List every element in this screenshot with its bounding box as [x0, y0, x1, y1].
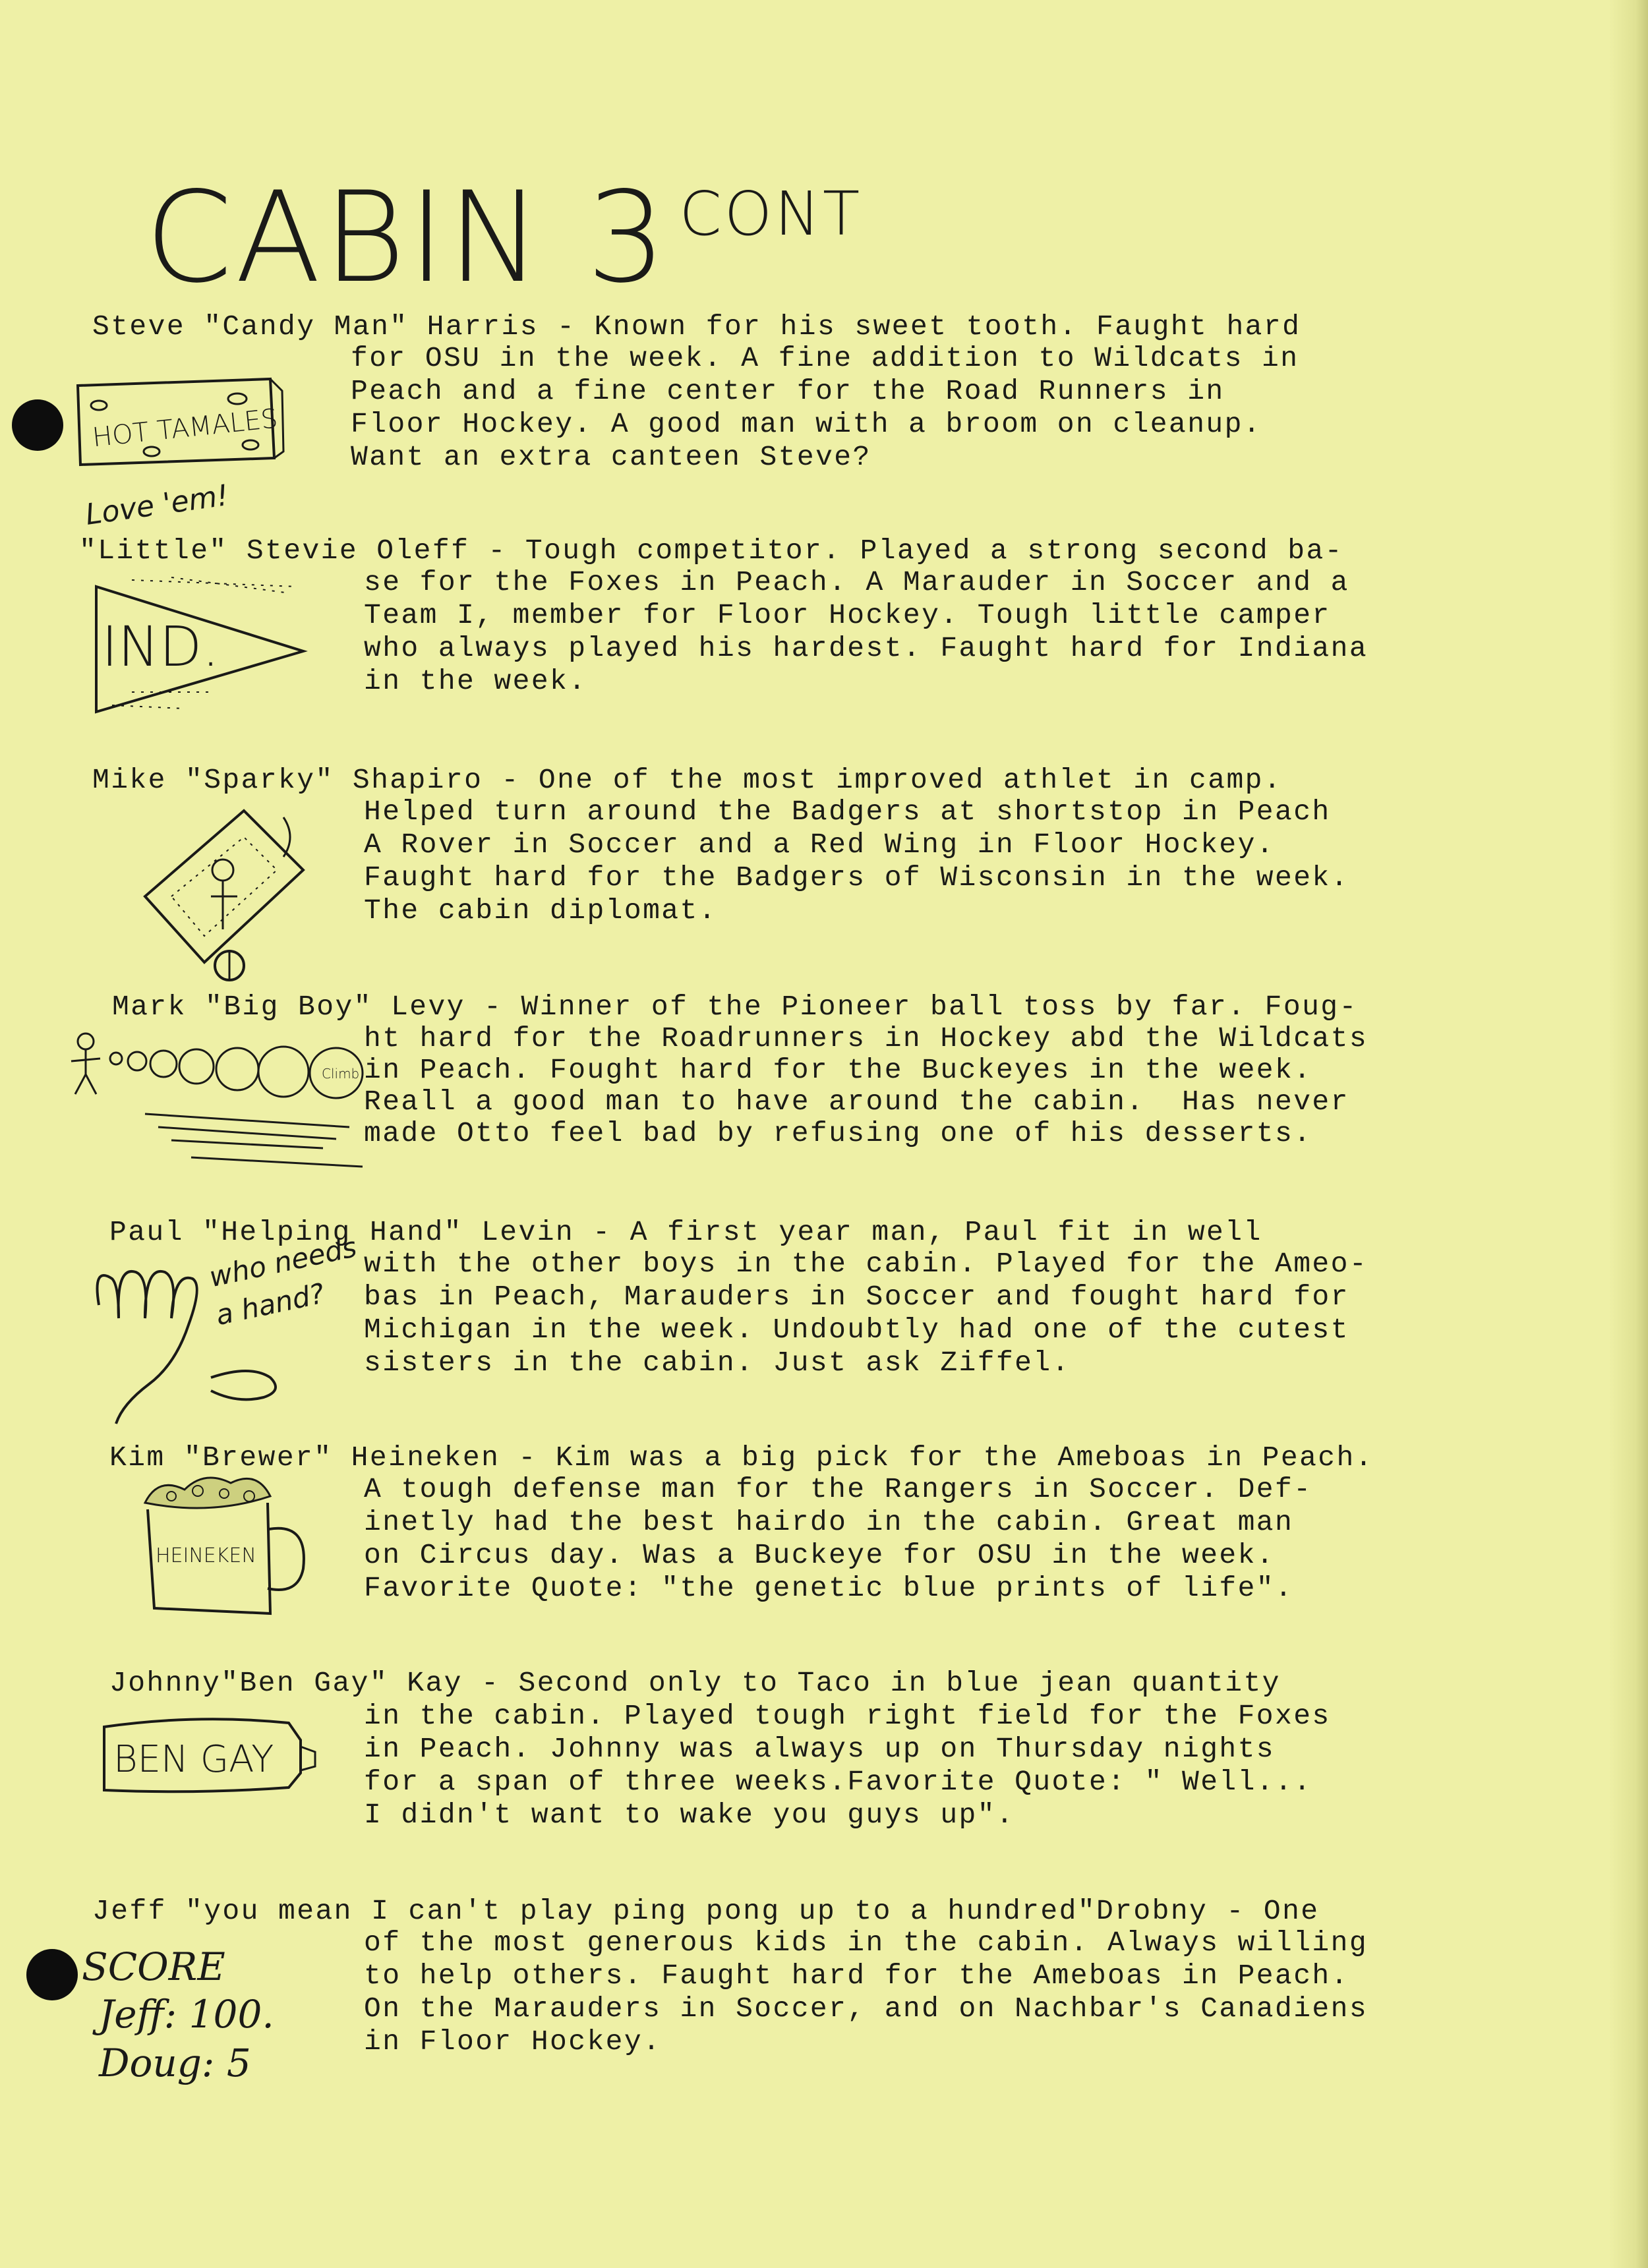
entry-line: Michigan in the week. Undoubtly had one of the cutest — [364, 1314, 1349, 1346]
baseball-field-doodle — [132, 798, 316, 992]
entry-name-line: Kim "Brewer" Heineken - Kim was a big pick for the Ameboas in Peach. — [109, 1441, 1374, 1474]
entry-name-line: Jeff "you mean I can't play ping pong up to a hundred"Drobny - One — [92, 1895, 1320, 1927]
entry-line: A Rover in Soccer and a Red Wing in Floor Hockey. — [364, 829, 1276, 861]
entry-line: bas in Peach, Marauders in Soccer and fought hard for — [364, 1281, 1349, 1313]
beer-mug-icon — [138, 1476, 310, 1628]
entry-line: ht hard for the Roadrunners in Hockey abd the Wildcats — [364, 1022, 1368, 1055]
entry-line: in the week. — [364, 665, 587, 697]
entry-line: Floor Hockey. A good man with a broom on cleanup. — [351, 408, 1262, 440]
entry-line: sisters in the cabin. Just ask Ziffel. — [364, 1347, 1071, 1379]
hot-tamales-doodle — [73, 372, 290, 534]
hot-tamales-caption: Love 'em! — [83, 479, 231, 532]
hot-tamales-text: HOT TAMALES — [90, 403, 280, 453]
score-heading: SCORE — [82, 1944, 225, 1989]
entry-line: Reall a good man to have around the cabin. Has never — [364, 1086, 1349, 1118]
pennant-doodle — [92, 573, 310, 735]
ben-gay-doodle — [99, 1714, 323, 1809]
entry-line: in Peach. Fought hard for the Buckeyes in the week. — [364, 1054, 1312, 1086]
entry-line: Favorite Quote: "the genetic blue prints of life". — [364, 1572, 1294, 1604]
hand-caption-1: who needs — [206, 1231, 360, 1294]
entry-line: Helped turn around the Badgers at shortstop in Peach — [364, 796, 1331, 828]
entry-line: made Otto feel bad by refusing one of his desserts. — [364, 1117, 1312, 1149]
hand-caption-2: a hand? — [212, 1277, 328, 1332]
ball-toss-text: Climb — [322, 1066, 360, 1082]
beer-mug-doodle — [138, 1476, 310, 1631]
page-title — [145, 165, 862, 310]
pennant-icon — [92, 573, 310, 732]
title-suffix: CONT — [679, 179, 863, 249]
punch-hole-top — [12, 399, 63, 451]
punch-hole-bottom — [26, 1949, 78, 2000]
helping-hand-doodle — [79, 1231, 376, 1427]
title-main: CABIN 3 — [145, 165, 669, 310]
entry-line: I didn't want to wake you guys up". — [364, 1799, 1015, 1831]
entry-line: Team I, member for Floor Hockey. Tough little camper — [364, 599, 1331, 631]
entry-line: in Floor Hockey. — [364, 2025, 662, 2058]
ball-toss-doodle — [59, 1028, 363, 1183]
ben-gay-text: BEN GAY — [113, 1738, 274, 1781]
entry-line: for OSU in the week. A fine addition to Wildcats in — [351, 342, 1299, 374]
entry-line: se for the Foxes in Peach. A Marauder in Soccer and a — [364, 566, 1349, 598]
baseball-diamond-icon — [132, 798, 316, 989]
entry-line: Faught hard for the Badgers of Wisconsin in the week. — [364, 861, 1349, 894]
entry-line: in the cabin. Played tough right field for the Foxes — [364, 1700, 1331, 1732]
page-edge-shadow — [1608, 0, 1648, 2268]
mug-text: HEINEKEN — [156, 1544, 256, 1567]
entry-line: Want an extra canteen Steve? — [351, 441, 871, 473]
entry-line: on Circus day. Was a Buckeye for OSU in the week. — [364, 1539, 1276, 1571]
entry-line: The cabin diplomat. — [364, 894, 717, 927]
candy-box-icon — [73, 372, 290, 531]
entry-line: to help others. Faught hard for the Ameboas in Peach. — [364, 1960, 1349, 1992]
entry-name-line: "Little" Stevie Oleff - Tough competitor. Played a strong second ba- — [79, 535, 1343, 567]
score-jeff: Jeff: 100. — [99, 1992, 274, 2037]
entry-name-line: Mike "Sparky" Shapiro - One of the most improved athlet in camp. — [92, 764, 1283, 796]
entry-line: inetly had the best hairdo in the cabin. Great man — [364, 1506, 1294, 1538]
hand-icon — [79, 1231, 376, 1424]
entry-name-line: Steve "Candy Man" Harris - Known for his sweet tooth. Faught hard — [92, 310, 1301, 343]
entry-name-line: Johnny"Ben Gay" Kay - Second only to Taco in blue jean quantity — [109, 1667, 1281, 1699]
entry-line: of the most generous kids in the cabin. Always willing — [364, 1927, 1368, 1959]
entry-name-line: Mark "Big Boy" Levy - Winner of the Pioneer ball toss by far. Foug- — [112, 991, 1358, 1023]
entry-line: A tough defense man for the Rangers in Soccer. Def- — [364, 1473, 1312, 1505]
entry-line: On the Marauders in Soccer, and on Nachbar's Canadiens — [364, 1992, 1368, 2025]
ointment-tube-icon — [99, 1714, 323, 1806]
ball-toss-icon — [59, 1028, 363, 1180]
entry-line: for a span of three weeks.Favorite Quote: " Well... — [364, 1766, 1312, 1798]
entry-line: with the other boys in the cabin. Played for the Ameo- — [364, 1248, 1368, 1280]
entry-line: in Peach. Johnny was always up on Thursday nights — [364, 1733, 1276, 1765]
entry-name-line: Paul "Helping Hand" Levin - A first year man, Paul fit in well — [109, 1216, 1262, 1248]
score-doug: Doug: 5 — [99, 2041, 251, 2085]
entry-line: who always played his hardest. Faught hard for Indiana — [364, 632, 1368, 664]
entry-line: Peach and a fine center for the Road Runners in — [351, 375, 1225, 407]
pennant-text: IND. — [102, 614, 220, 679]
